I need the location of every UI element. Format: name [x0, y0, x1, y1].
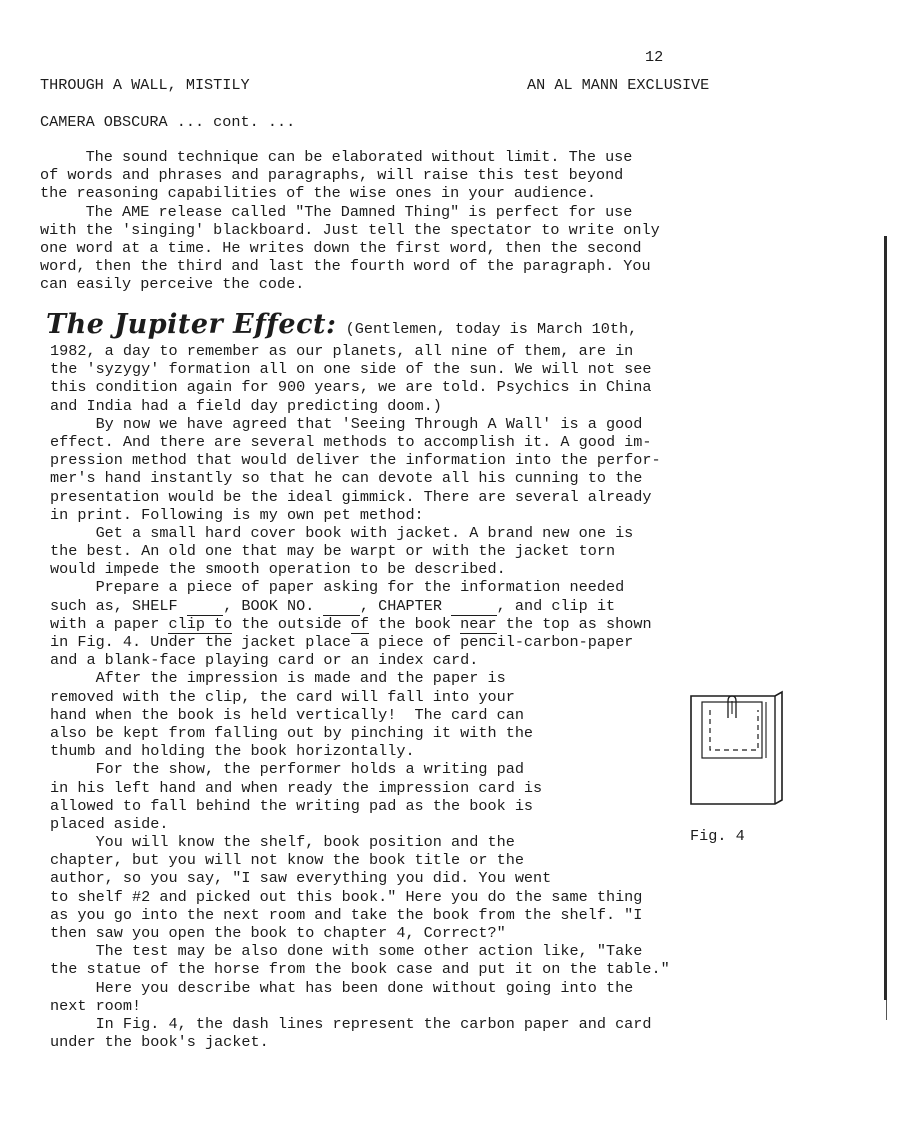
text-line: The test may be also done with some other action like, "Take: [50, 942, 643, 961]
text-line: allowed to fall behind the writing pad as the book is: [50, 796, 534, 815]
chapter-blank: [451, 597, 497, 616]
text-line: hand when the book is held vertically! The card can: [50, 705, 524, 724]
text-line: chapter, but you will not know the book title or the: [50, 851, 524, 870]
clip-line: with a paper clip to the outside of the book near the top as shown: [50, 614, 652, 633]
scan-edge-line: [884, 236, 887, 1000]
text-line: as you go into the next room and take the book from the shelf. "I: [50, 905, 643, 924]
intro-paragraphs: [40, 148, 660, 294]
running-header-right: AN AL MANN EXCLUSIVE: [527, 76, 710, 94]
jupiter-effect-title: The Jupiter Effect:: [46, 309, 337, 340]
text-line: word, then the third and last the fourth word of the paragraph. You: [40, 257, 651, 276]
text-line: under the book's jacket.: [50, 1033, 269, 1052]
text-line: The sound technique can be elaborated without limit. The use: [40, 148, 633, 166]
text-line: After the impression is made and the paper is: [50, 669, 506, 688]
text-line: 1982, a day to remember as our planets, all nine of them, are in: [50, 342, 634, 360]
text-line: and India had a field day predicting doom.): [50, 396, 442, 415]
text-line: then saw you open the book to chapter 4, Correct?": [50, 924, 506, 942]
text-line: in Fig. 4. Under the jacket place a piece of pencil-carbon-paper: [50, 633, 634, 651]
text-line: in print. Following is my own pet method:: [50, 505, 424, 524]
text-line: thumb and holding the book horizontally.: [50, 742, 415, 761]
text-line: and a blank-face playing card or an index card.: [50, 651, 479, 670]
text-line: presentation would be the ideal gimmick. There are several already: [50, 487, 652, 506]
text-line: removed with the clip, the card will fall into your: [50, 687, 515, 706]
book-diagram: [686, 688, 786, 808]
text-line: pression method that would deliver the information into the perfor-: [50, 451, 661, 470]
text-line: the reasoning capabilities of the wise ones in your audience.: [40, 184, 596, 203]
text-line: in his left hand and when ready the impression card is: [50, 778, 543, 797]
jupiter-title-rest: (Gentlemen, today is March 10th,: [336, 320, 638, 338]
text-line: would impede the smooth operation to be described.: [50, 560, 506, 579]
form-line: such as, SHELF , BOOK NO. , CHAPTER , and clip it: [50, 596, 616, 615]
carbon-card-dashes: [710, 710, 758, 750]
text-line: also be kept from falling out by pinching it with the: [50, 723, 534, 742]
text-line: of words and phrases and paragraphs, will raise this test beyond: [40, 166, 624, 185]
section-heading: CAMERA OBSCURA ... cont. ...: [40, 113, 296, 131]
text-line: with the 'singing' blackboard. Just tell the spectator to write only: [40, 220, 660, 239]
text-line: placed aside.: [50, 814, 169, 833]
main-text-a: [50, 342, 670, 1051]
text-line: one word at a time. He writes down the first word, then the second: [40, 238, 642, 257]
scan-edge-line-tail: [886, 1000, 887, 1020]
text-line: author, so you say, "I saw everything you did. You went: [50, 869, 552, 888]
jupiter-heading-line: [46, 310, 637, 340]
text-line: Get a small hard cover book with jacket. A brand new one is: [50, 523, 634, 542]
text-line: The AME release called "The Damned Thing" is perfect for use: [40, 202, 633, 221]
book-no-blank: [323, 597, 359, 616]
text-line: By now we have agreed that 'Seeing Through A Wall' is a good: [50, 414, 643, 433]
text-line: the statue of the horse from the book case and put it on the table.": [50, 960, 670, 979]
text-line: In Fig. 4, the dash lines represent the carbon paper and card: [50, 1014, 652, 1033]
text-line: the best. An old one that may be warpt or with the jacket torn: [50, 542, 616, 561]
page-number: 12: [645, 48, 664, 66]
shelf-blank: [187, 597, 223, 616]
figure-caption: Fig. 4: [690, 827, 745, 845]
text-line: You will know the shelf, book position and the: [50, 833, 515, 852]
text-line: Prepare a piece of paper asking for the information needed: [50, 578, 625, 597]
running-header-left: THROUGH A WALL, MISTILY: [40, 76, 250, 94]
text-line: effect. And there are several methods to accomplish it. A good im-: [50, 432, 652, 451]
text-line: mer's hand instantly so that he can devote all his cunning to the: [50, 469, 643, 488]
text-line: next room!: [50, 996, 142, 1015]
text-line: Here you describe what has been done without going into the: [50, 978, 634, 997]
text-line: can easily perceive the code.: [40, 275, 305, 294]
text-line: this condition again for 900 years, we are told. Psychics in China: [50, 378, 652, 397]
text-line: For the show, the performer holds a writing pad: [50, 760, 524, 779]
text-line: to shelf #2 and picked out this book." Here you do the same thing: [50, 887, 643, 906]
text-line: the 'syzygy' formation all on one side of the sun. We will not see: [50, 360, 652, 379]
